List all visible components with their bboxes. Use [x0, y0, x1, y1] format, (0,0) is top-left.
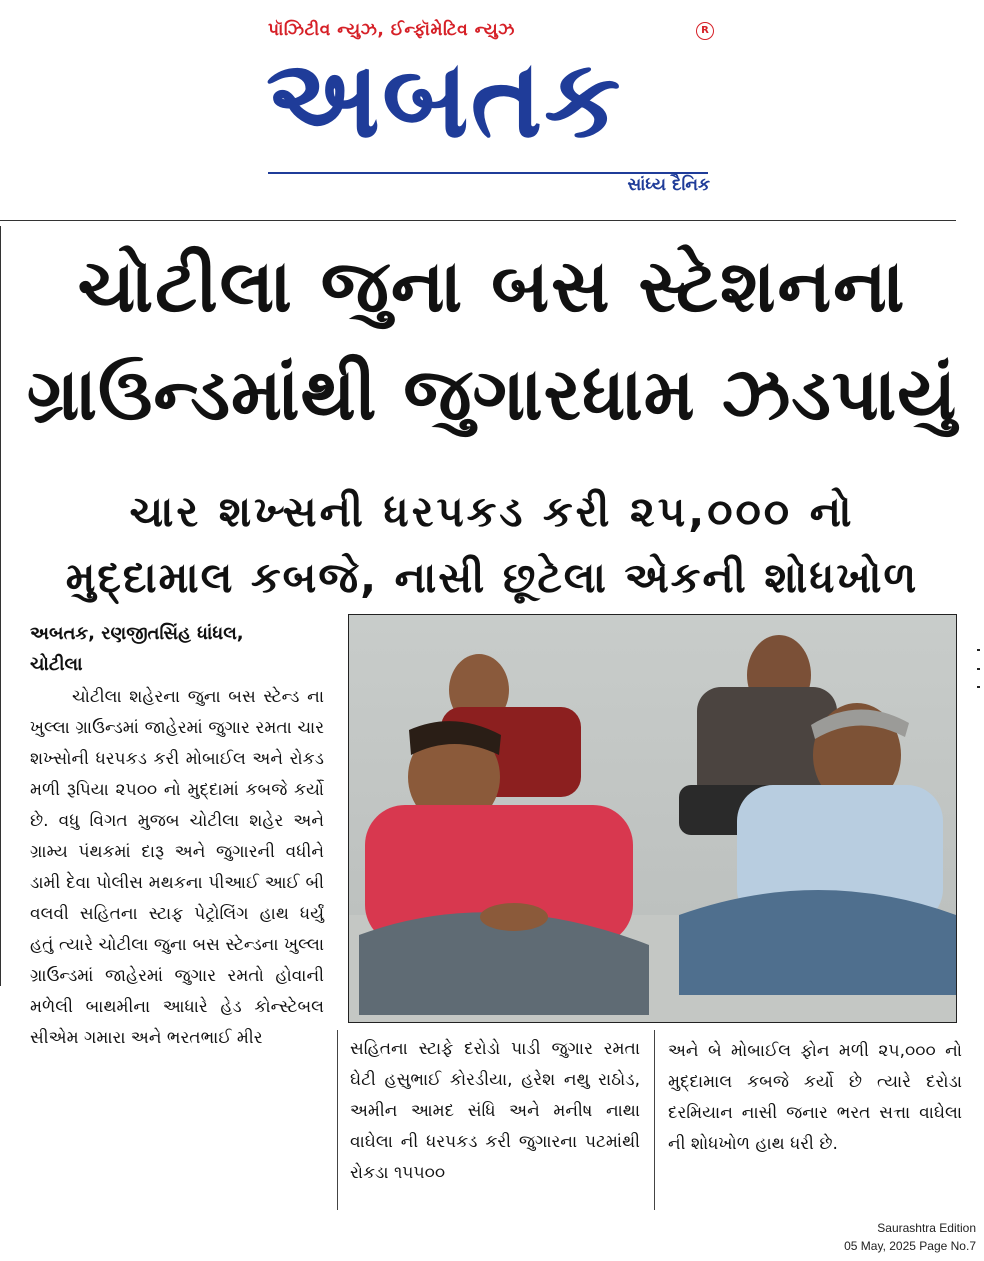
masthead-tagline: પૉઝિટીવ ન્યુઝ, ઈન્ફૉમેટિવ ન્યુઝ: [268, 20, 515, 40]
article-column-2: સહિતના સ્ટાફે દરોડો પાડી જુગાર રમતા ઘેટી હસુભાઈ કોરડીયા, હરેશ નથુ રાઠોડ, અમીન આમદ સંધિ અને મનીષ નાથા વાઘેલા ની ધરપકડ કરી જુગારના પટમાંથી રોકડા ૧૫૫૦૦: [350, 1039, 640, 1183]
page-footer: [676, 1219, 976, 1255]
newspaper-logo: અબતક: [266, 37, 623, 162]
news-photo: [348, 614, 957, 1023]
byline-reporter: અબતક, રણજીતસિંહ ધાંધલ,: [30, 623, 244, 644]
masthead-divider: [0, 220, 956, 221]
edge-mark: [977, 649, 980, 651]
news-photo-illustration: [349, 615, 956, 1022]
edge-mark: [977, 668, 980, 670]
logo-underline: [268, 172, 708, 174]
edition-label: Saurashtra Edition: [877, 1221, 976, 1235]
date-page-label: 05 May, 2025 Page No.7: [844, 1239, 976, 1253]
subheadline-line-2: મુદ્દામાલ કબજે, નાસી છૂટેલા એકની શોધખોળ: [65, 553, 919, 602]
subheadline-line-1: ચાર શખ્સની ધરપકડ કરી ૨૫,૦૦૦ નો: [129, 487, 855, 536]
column-divider: [337, 1030, 338, 1210]
byline: [30, 618, 340, 680]
masthead: [0, 0, 984, 225]
byline-dateline: ચોટીલા: [30, 654, 83, 675]
article-column-1: ચોટીલા શહેરના જુના બસ સ્ટેન્ડ ના ખુલ્લા ગ્રાઉન્ડમાં જાહેરમાં જુગાર રમતા ચાર શખ્સોની ધરપકડ કરી મોબાઈલ અને રોકડ મળી રૂપિયા ૨૫૦૦ નો મુદ્દામાં કબજે કર્યો છે. વધુ વિગત મુજબ ચોટીલા શહેર અને ગ્રામ્ય પંથકમાં દારૂ અને જુગારની વધીને ડામી દેવા પોલીસ મથકના પીઆઈ આઈ બી વલવી સહિતના સ્ટાફ પેટ્રોલિંગ હાથ ધર્યું હતું ત્યારે ચોટીલા જુના બસ સ્ટેન્ડના ખુલ્લા ગ્રાઉન્ડમાં જાહેરમાં જુગાર રમતો હોવાની મળેલી બાથમીના આધારે હેડ કોન્સ્ટેબલ સીએમ ગમારા અને ભરતભાઈ મીર: [30, 687, 324, 1048]
registered-mark-icon: R: [696, 22, 714, 40]
headline-line-1: ચોટીલા જુના બસ સ્ટેશનના: [77, 244, 907, 328]
headline-line-2: ગ્રાઉન્ડમાંથી જુગારધામ ઝડપાયું: [26, 352, 958, 436]
column-divider: [654, 1030, 655, 1210]
left-border-rule: [0, 226, 1, 986]
edge-mark: [977, 686, 980, 688]
article-column-3: અને બે મોબાઈલ ફોન મળી ૨૫,૦૦૦ નો મુદ્દામાલ કબજે કર્યો છે ત્યારે દરોડા દરમિયાન નાસી જનાર ભરત સત્તા વાઘેલા ની શોધખોળ હાથ ધરી છે.: [668, 1041, 962, 1154]
masthead-subtitle: સાંધ્ય દૈનિક: [627, 175, 710, 195]
